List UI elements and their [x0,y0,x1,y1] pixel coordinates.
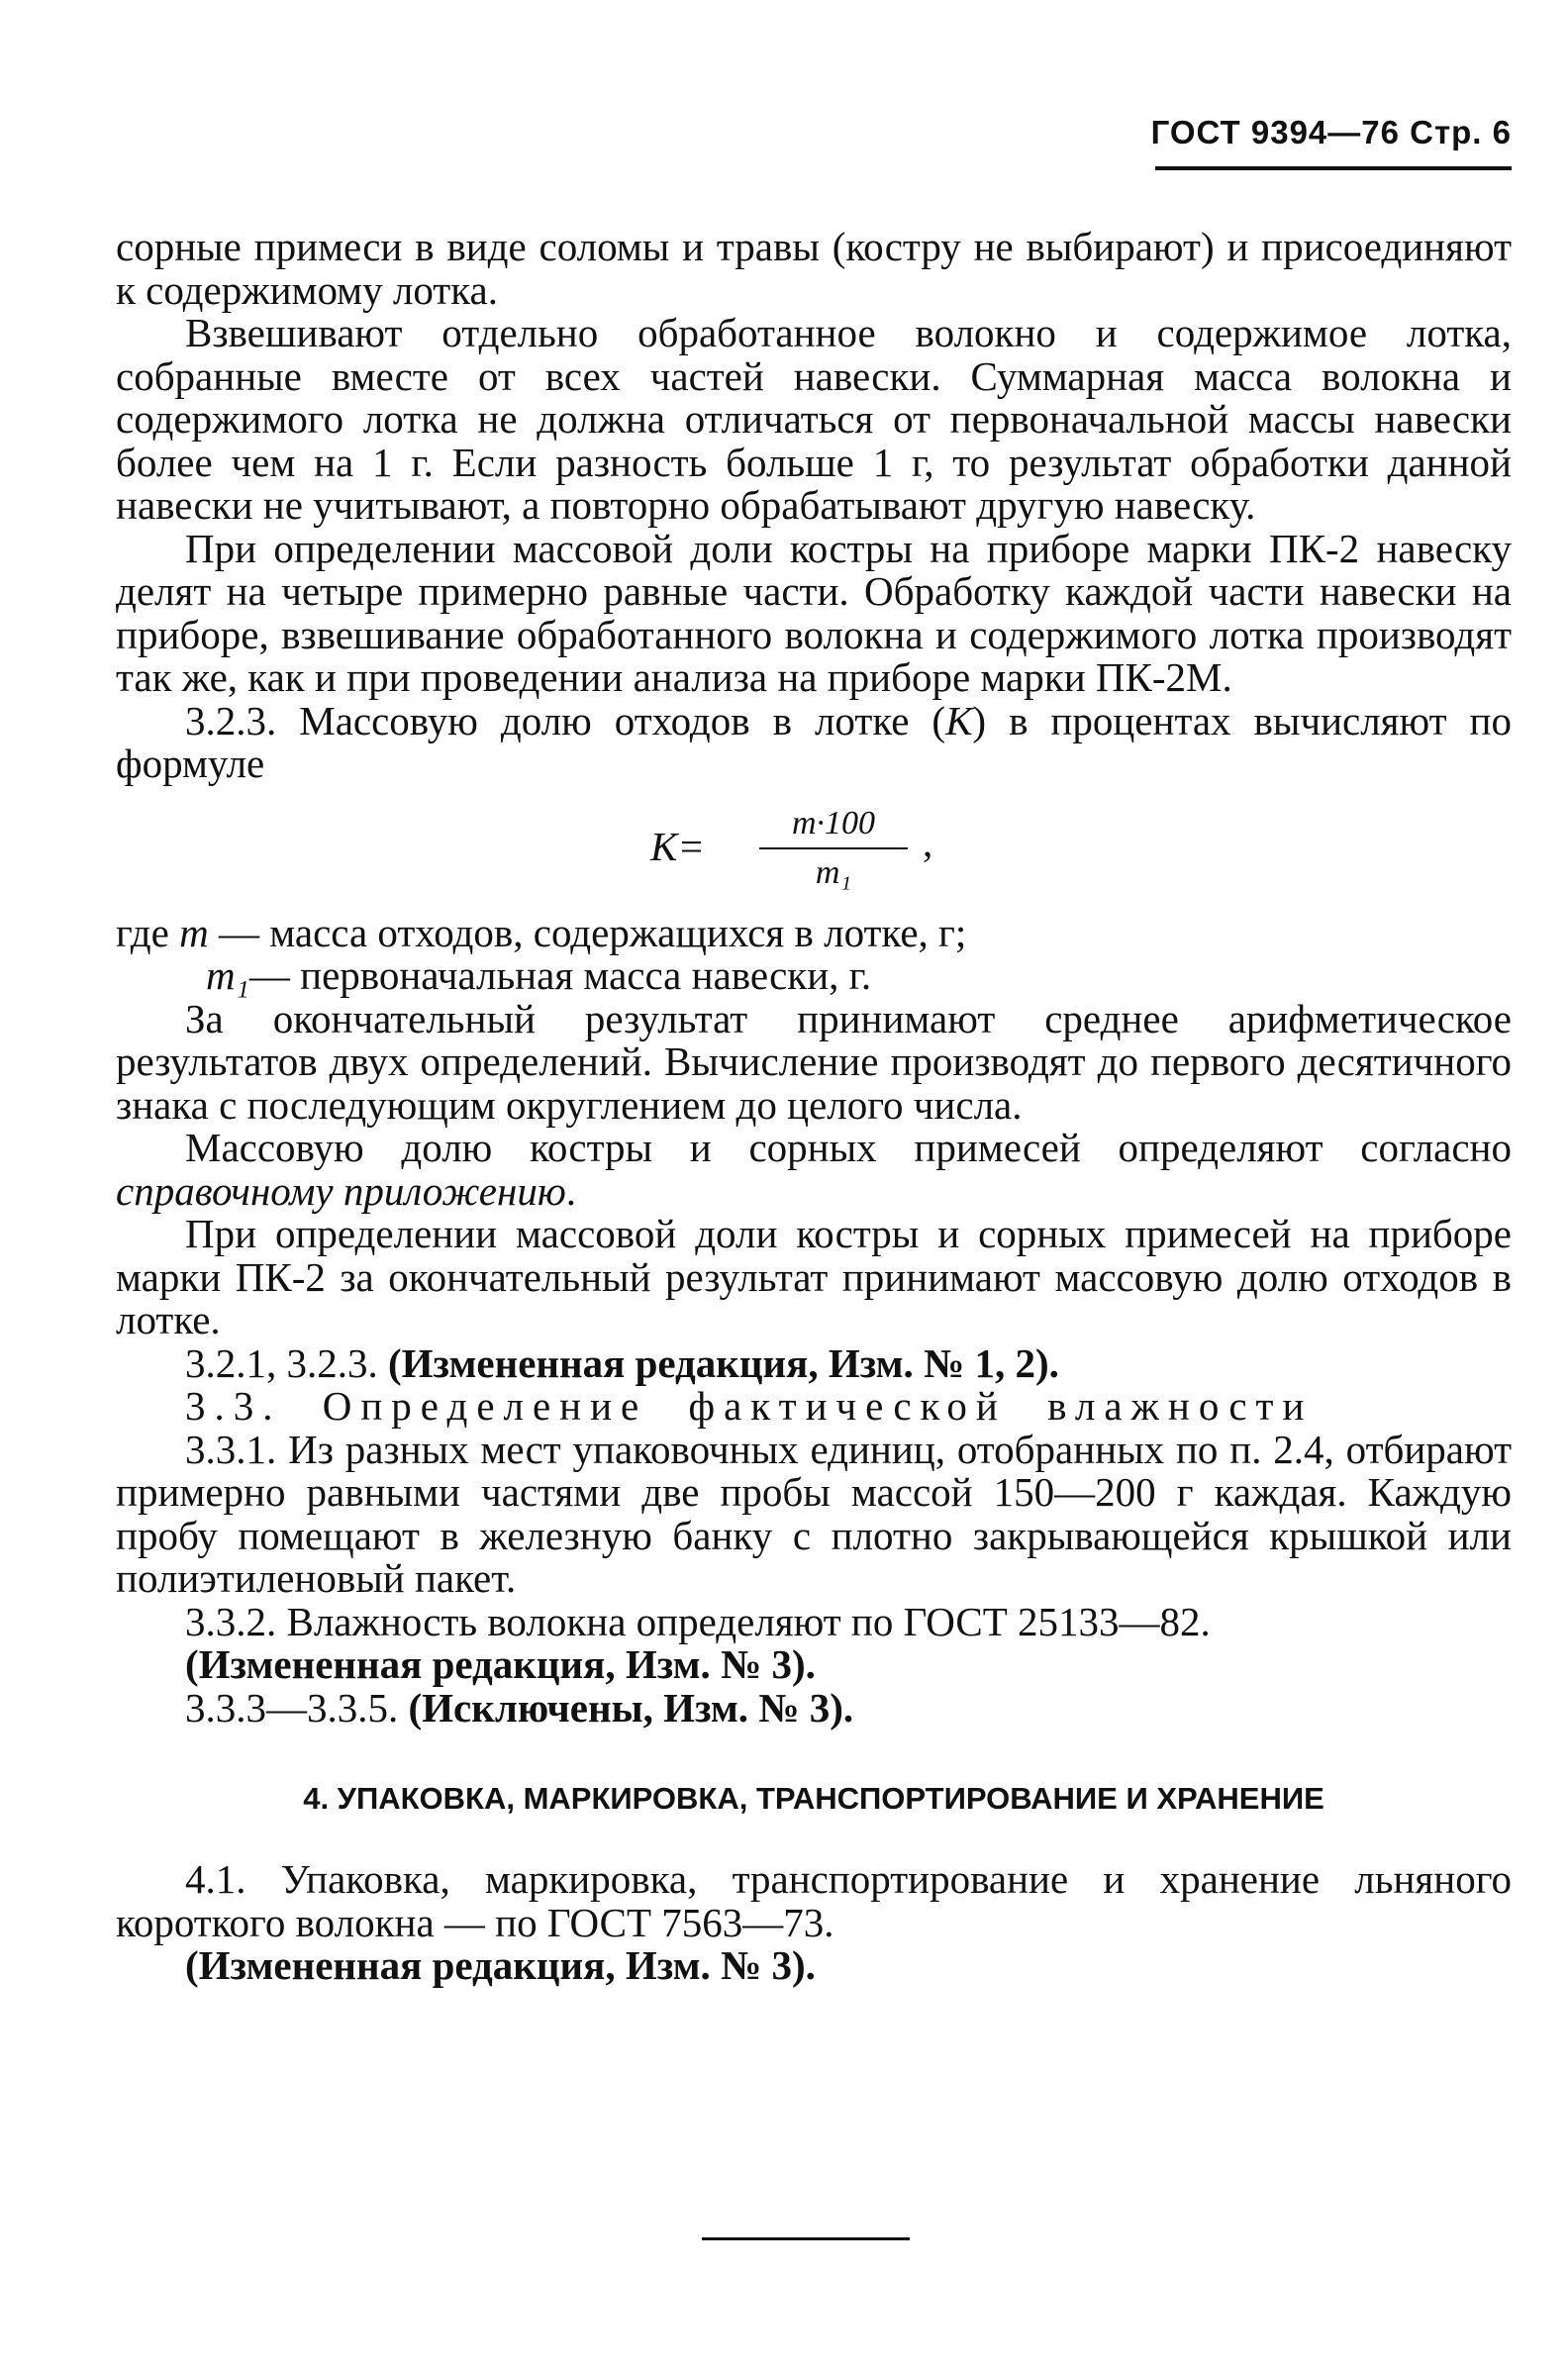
clause-3-2-3-end: ) в процентах вычисляют по формуле [116,697,1512,786]
where-m [116,909,1512,955]
paragraph-reference-appendix [116,1127,1512,1213]
paragraph-3-3-2: 3.3.2. Влажность волокна определяют по ГОСТ 25133—82. [185,1598,1211,1644]
formula-lhs: K= [650,823,706,869]
amendment-clauses: 3.2.1, 3.2.3. [185,1339,388,1386]
paragraph-4-1: 4.1. Упаковка, маркировка, транспортирование и хранение льняного короткого волокна — по ГОСТ 7563—73. [116,1856,1512,1945]
paragraph-pk2-result: При определении массовой доли костры и сорных примесей на приборе марки ПК-2 за окончательный результат принимают массовую долю отходов в лотке. [116,1211,1512,1342]
heading-3-3: 3.3. Определение фактической влажности [185,1383,1314,1429]
where-lead: где [116,909,180,955]
paragraph-continuation: сорные примеси в виде соломы и травы (костру не выбирают) и присоединяют к содержимому лотка. [116,224,1512,313]
formula-fraction [759,802,908,895]
clause-3-2-3-start: 3.2.3. Массовую долю отходов в лотке ( [185,697,946,743]
formula [116,802,1512,906]
excluded-clauses: 3.3.3—3.3.5. [185,1684,409,1731]
amendment-note: (Измененная редакция, Изм. № 1, 2). [388,1339,1059,1386]
formula-denominator: m₁ [815,853,852,891]
where-m1-text: — первоначальная масса навески, г. [248,952,872,998]
fraction-bar [759,847,908,849]
formula-numerator: m·100 [791,804,876,841]
formula-comma: , [923,819,933,865]
footer-rule [702,2237,910,2240]
paragraph-3-3-1: 3.3.1. Из разных мест упаковочных единиц, отобранных по п. 2.4, отбирают примерно равными частями две пробы массой 150—200 г каждая. Каждую пробу помещают в железную банку с плотно закрывающейся крышкой или полиэтиленовый пакет. [116,1426,1512,1601]
where-m1 [116,954,1512,998]
appendix-reference: справочному приложению [116,1167,566,1214]
page-header: ГОСТ 9394—76 Стр. 6 [1150,114,1512,150]
document-body [116,226,1512,1988]
paragraph-final-result: За окончательный результат принимают среднее арифметическое результатов двух определений. Вычисление производят до первого десятичного знака с последующим округлением до целого числа. [116,995,1512,1128]
where-m-text: — масса отходов, содержащихся в лотке, г; [208,909,967,955]
paragraph-amendment-1-2 [116,1339,1512,1386]
section-4-title: 4. УПАКОВКА, МАРКИРОВКА, ТРАНСПОРТИРОВАНИЕ И ХРАНЕНИЕ [303,1781,1324,1816]
amendment-note-4: (Измененная редакция, Изм. № 3). [185,1942,816,1988]
paragraph-3-2-3 [116,697,1512,786]
paragraph-pk2-method: При определении массовой доли костры на приборе марки ПК-2 навеску делят на четыре примерно равные части. Обработку каждой части навески на приборе, взвешивание обработанного волокна и содержимого лотка производят так же, как и при проведении анализа на приборе марки ПК-2М. [116,525,1512,700]
symbol-m: m [179,909,209,955]
symbol-k: K [945,697,973,743]
amendment-note-3: (Измененная редакция, Изм. № 3). [185,1641,816,1687]
excluded-note: (Исключены, Изм. № 3). [408,1684,854,1731]
symbol-m1: m₁ [206,952,249,998]
paragraph-3-3-3 [116,1684,1512,1731]
document-page [116,0,1512,2374]
appendix-text-end: . [565,1167,576,1214]
paragraph-weighing: Взвешивают отдельно обработанное волокно и содержимое лотка, собранные вместе от всех частей навески. Суммарная масса волокна и содержимого лотка не должна отличаться от первоначальной массы навески более чем на 1 г. Если разность больше 1 г, то результат обработки данной навески не учитывают, а повторно обрабатывают другую навеску. [116,310,1512,528]
appendix-text-start: Массовую долю костры и сорных примесей определяют согласно [185,1125,1512,1170]
header-rule [1155,166,1512,170]
